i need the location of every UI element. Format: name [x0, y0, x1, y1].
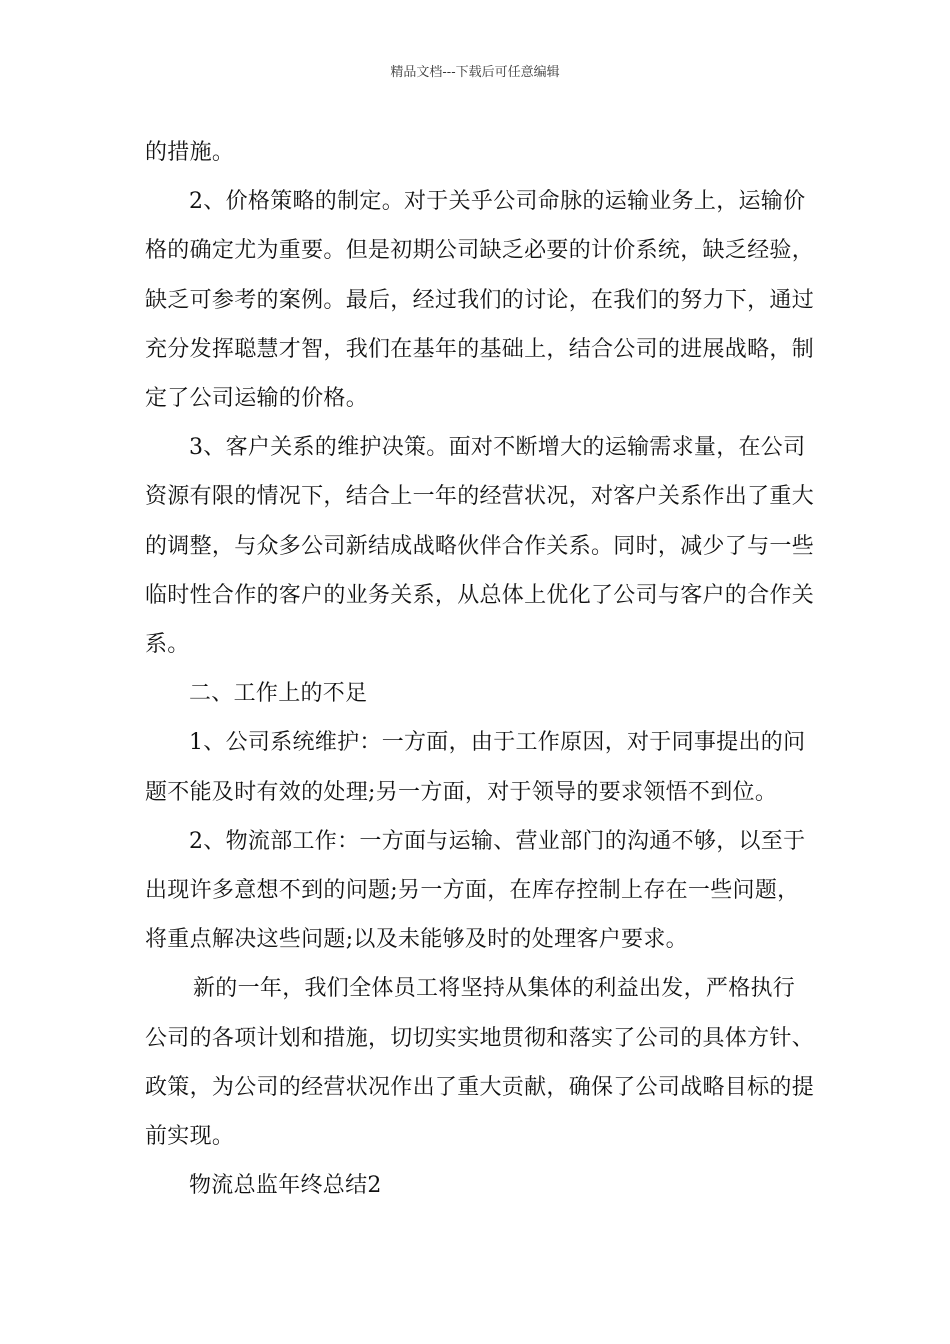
section-title-summary-2: 物流总监年终总结2: [189, 1173, 382, 1199]
paragraph-continuation: 的措施。: [145, 140, 235, 165]
paragraph-system-maintenance: 1、公司系统维护：一方面，由于工作原因，对于同事提出的问题不能及时有效的处理;另一方面，对于领导的要求领悟不到位。: [145, 730, 806, 805]
document-body: [145, 128, 815, 1210]
page-header: 精品文档---下载后可任意编辑: [390, 65, 560, 80]
paragraph-logistics-work: 2、物流部工作：一方面与运输、营业部门的沟通不够，以至于出现许多意想不到的问题;另一方面，在库存控制上存在一些问题，将重点解决这些问题;以及未能够及时的处理客户要求。: [145, 828, 806, 953]
paragraph-new-year: 新的一年，我们全体员工将坚持从集体的利益出发，严格执行公司的各项计划和措施，切切实实地贯彻和落实了公司的具体方针、政策，为公司的经营状况作出了重大贡献，确保了公司战略目标的提前实现。: [145, 976, 815, 1150]
paragraph-customer-relations: 3、客户关系的维护决策。面对不断增大的运输需求量，在公司资源有限的情况下，结合上一年的经营状况，对客户关系作出了重大的调整，与众多公司新结成战略伙伴合作关系。同时，减少了与一些临时性合作的客户的业务关系，从总体上优化了公司与客户的合作关系。: [145, 435, 815, 658]
section-heading-shortcomings: 二、工作上的不足: [189, 681, 368, 707]
paragraph-pricing-strategy: 2、价格策略的制定。对于关乎公司命脉的运输业务上，运输价格的确定尤为重要。但是初期公司缺乏必要的计价系统，缺乏经验，缺乏可参考的案例。最后，经过我们的讨论，在我们的努力下，通过充分发挥聪慧才智，我们在基年的基础上，结合公司的进展战略，制定了公司运输的价格。: [145, 189, 815, 412]
